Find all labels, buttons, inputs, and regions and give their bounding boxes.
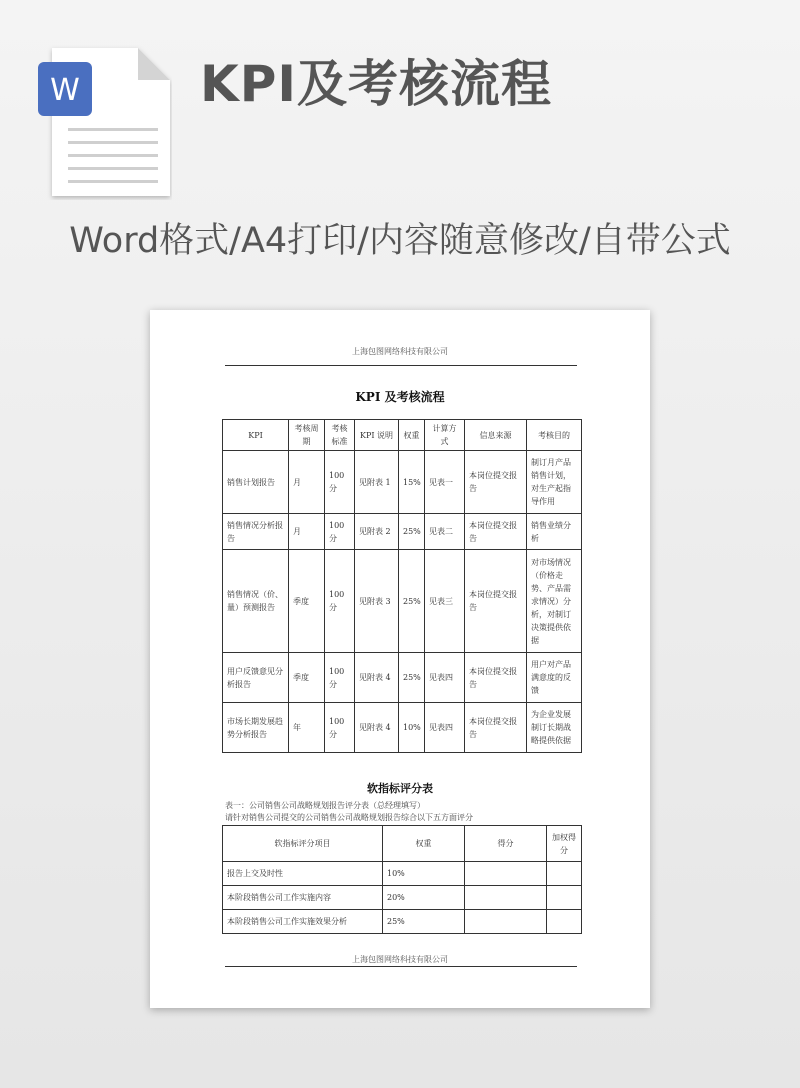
- table-row: [223, 514, 582, 550]
- table-row: [223, 886, 582, 910]
- soft-header-cell: 软指标评分项目: [223, 826, 383, 862]
- kpi-note-cell: 见附表 2: [355, 514, 399, 550]
- kpi-period-cell: 月: [289, 451, 325, 514]
- soft-table-intro-1: 表一：公司销售公司战略规划报告评分表（总经理填写）: [225, 801, 425, 810]
- document-heading: KPI 及考核流程: [355, 390, 445, 404]
- kpi-method-cell: 见表四: [425, 703, 465, 753]
- kpi-weight-cell: 25%: [399, 514, 425, 550]
- kpi-source-cell: 本岗位提交报告: [465, 653, 527, 703]
- table-row: [223, 653, 582, 703]
- kpi-standard-cell: 100分: [325, 451, 355, 514]
- soft-score-cell: [465, 910, 547, 934]
- page-title: KPI及考核流程: [200, 55, 552, 113]
- kpi-standard-cell: 100分: [325, 653, 355, 703]
- soft-table-intro-2: 请针对销售公司提交的公司销售公司战略规划报告综合以下五方面评分: [225, 813, 473, 822]
- kpi-weight-cell: 10%: [399, 703, 425, 753]
- kpi-method-cell: 见表三: [425, 550, 465, 653]
- kpi-weight-cell: 15%: [399, 451, 425, 514]
- kpi-method-cell: 见表四: [425, 653, 465, 703]
- kpi-purpose-cell: 对市场情况（价格走势、产品需求情况）分析，对制订决策提供依据: [527, 550, 582, 653]
- kpi-name-cell: 用户反馈意见分析报告: [223, 653, 289, 703]
- soft-score-cell: [465, 886, 547, 910]
- kpi-note-cell: 见附表 4: [355, 703, 399, 753]
- header-rule: [225, 365, 577, 366]
- soft-item-cell: 本阶段销售公司工作实施效果分析: [223, 910, 383, 934]
- kpi-header-cell: 权重: [399, 420, 425, 451]
- soft-weighted-cell: [547, 862, 582, 886]
- kpi-source-cell: 本岗位提交报告: [465, 550, 527, 653]
- kpi-header-cell: 考核目的: [527, 420, 582, 451]
- soft-weighted-cell: [547, 910, 582, 934]
- kpi-header-cell: 考核周期: [289, 420, 325, 451]
- kpi-method-cell: 见表二: [425, 514, 465, 550]
- table-row: [223, 910, 582, 934]
- kpi-header-cell: KPI 说明: [355, 420, 399, 451]
- kpi-purpose-cell: 销售业绩分析: [527, 514, 582, 550]
- kpi-period-cell: 季度: [289, 653, 325, 703]
- kpi-method-cell: 见表一: [425, 451, 465, 514]
- footer-rule: [225, 966, 577, 967]
- table-row: [223, 862, 582, 886]
- kpi-purpose-cell: 用户对产品满意度的反馈: [527, 653, 582, 703]
- kpi-purpose-cell: 制订月产品销售计划，对生产起指导作用: [527, 451, 582, 514]
- kpi-source-cell: 本岗位提交报告: [465, 451, 527, 514]
- kpi-name-cell: 市场长期发展趋势分析报告: [223, 703, 289, 753]
- kpi-note-cell: 见附表 4: [355, 653, 399, 703]
- company-header: 上海包图网络科技有限公司: [352, 347, 448, 356]
- soft-item-cell: 本阶段销售公司工作实施内容: [223, 886, 383, 910]
- kpi-period-cell: 季度: [289, 550, 325, 653]
- kpi-name-cell: 销售情况分析报告: [223, 514, 289, 550]
- kpi-source-cell: 本岗位提交报告: [465, 514, 527, 550]
- kpi-source-cell: 本岗位提交报告: [465, 703, 527, 753]
- word-icon-letter: W: [50, 73, 80, 108]
- soft-weight-cell: 25%: [383, 910, 465, 934]
- soft-header-cell: 加权得分: [547, 826, 582, 862]
- kpi-weight-cell: 25%: [399, 550, 425, 653]
- soft-item-cell: 报告上交及时性: [223, 862, 383, 886]
- table-row: [223, 550, 582, 653]
- kpi-standard-cell: 100分: [325, 550, 355, 653]
- company-footer: 上海包图网络科技有限公司: [352, 955, 448, 964]
- document-page-preview: [150, 310, 650, 1008]
- kpi-note-cell: 见附表 1: [355, 451, 399, 514]
- kpi-purpose-cell: 为企业发展制订长期战略提供依据: [527, 703, 582, 753]
- soft-weighted-cell: [547, 886, 582, 910]
- soft-table-title: 软指标评分表: [367, 782, 433, 795]
- kpi-header-cell: 计算方式: [425, 420, 465, 451]
- kpi-table-header-row: [223, 420, 582, 451]
- word-document-icon: [38, 44, 172, 200]
- kpi-header-cell: 信息来源: [465, 420, 527, 451]
- soft-header-cell: 权重: [383, 826, 465, 862]
- soft-score-table: [222, 825, 582, 934]
- soft-weight-cell: 10%: [383, 862, 465, 886]
- soft-table-header-row: [223, 826, 582, 862]
- soft-weight-cell: 20%: [383, 886, 465, 910]
- page-subtitle: Word格式/A4打印/内容随意修改/自带公式: [69, 221, 731, 261]
- kpi-standard-cell: 100分: [325, 514, 355, 550]
- kpi-header-cell: 考核标准: [325, 420, 355, 451]
- soft-score-cell: [465, 862, 547, 886]
- kpi-table: [222, 419, 582, 753]
- table-row: [223, 703, 582, 753]
- soft-header-cell: 得分: [465, 826, 547, 862]
- kpi-period-cell: 年: [289, 703, 325, 753]
- kpi-name-cell: 销售情况（价、量）预测报告: [223, 550, 289, 653]
- kpi-header-cell: KPI: [223, 420, 289, 451]
- kpi-note-cell: 见附表 3: [355, 550, 399, 653]
- kpi-period-cell: 月: [289, 514, 325, 550]
- kpi-weight-cell: 25%: [399, 653, 425, 703]
- kpi-name-cell: 销售计划报告: [223, 451, 289, 514]
- kpi-standard-cell: 100分: [325, 703, 355, 753]
- table-row: [223, 451, 582, 514]
